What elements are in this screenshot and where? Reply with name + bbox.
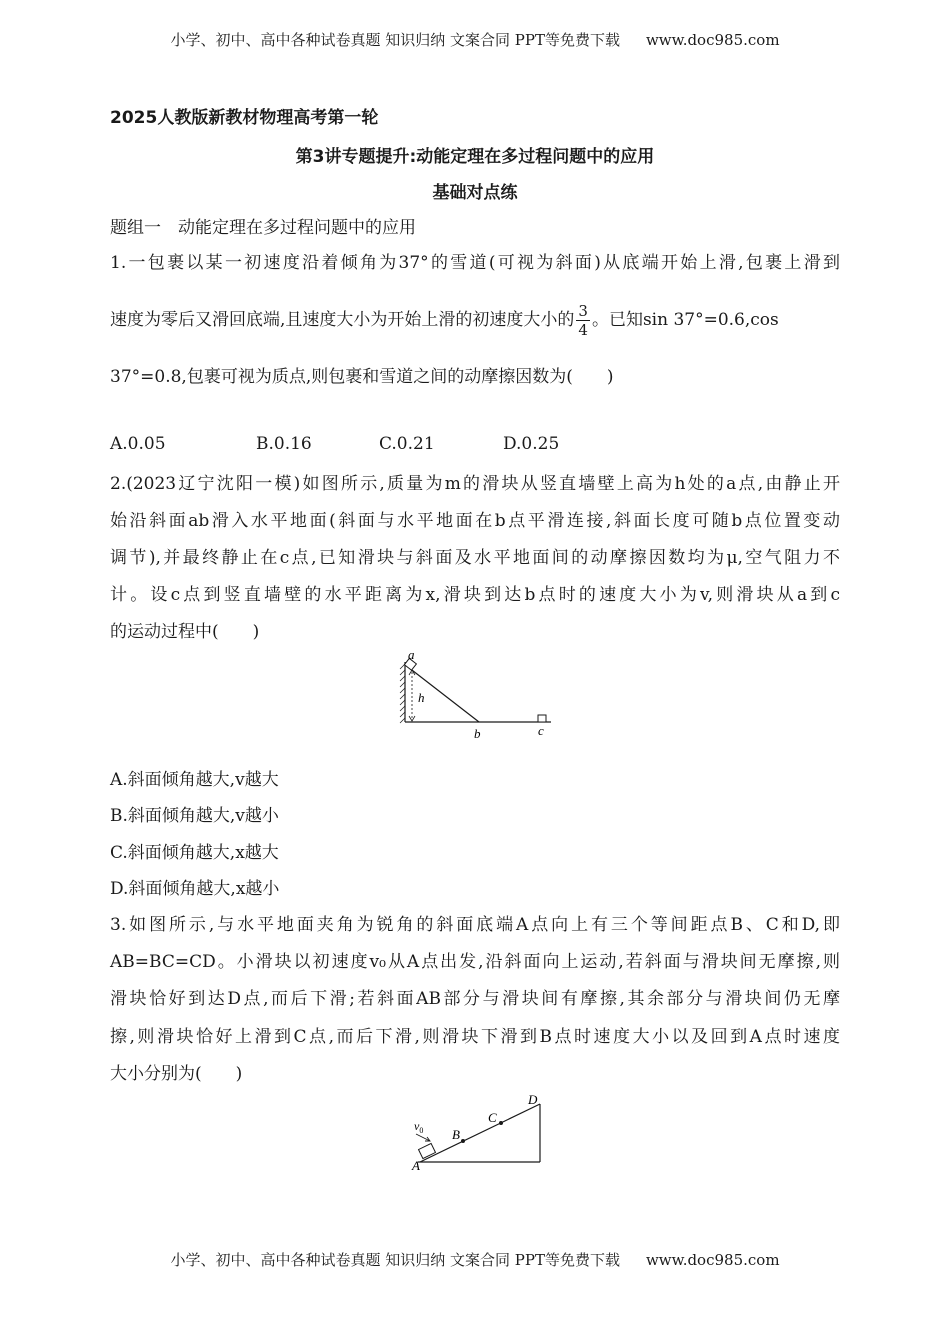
footer-url[interactable]: www.doc985.com: [645, 1251, 780, 1269]
q2-label-c: c: [538, 723, 544, 738]
page-header: [0, 29, 950, 50]
q1-option-d[interactable]: D.0.25: [503, 434, 560, 454]
q1-line-3: 37°=0.8,包裹可视为质点,则包裹和雪道之间的动摩擦因数为( ): [110, 367, 614, 387]
q3-label-a: A: [412, 1158, 420, 1172]
lesson-title: 第3讲专题提升:动能定理在多过程问题中的应用: [295, 147, 655, 167]
group-title: 题组一 动能定理在多过程问题中的应用: [110, 218, 416, 238]
q2-option-d[interactable]: D.斜面倾角越大,x越小: [110, 879, 280, 899]
q3-incline: [420, 1104, 540, 1162]
q2-figure: [396, 650, 556, 742]
q2-label-h: h: [418, 690, 425, 705]
q1-line-1: 1.一包裹以某一初速度沿着倾角为37°的雪道(可视为斜面)从底端开始上滑,包裹上滑到: [110, 253, 840, 273]
q2-option-a[interactable]: A.斜面倾角越大,v越大: [110, 770, 279, 790]
q1-frac-denominator: 4: [578, 321, 588, 339]
q1-option-a[interactable]: A.0.05: [110, 434, 166, 454]
series-title: 2025人教版新教材物理高考第一轮: [110, 108, 379, 128]
footer-text: 小学、初中、高中各种试卷真题 知识归纳 文案合同 PPT等免费下载: [170, 1251, 620, 1269]
q3-line-2: AB=BC=CD。小滑块以初速度v₀从A点出发,沿斜面向上运动,若斜面与滑块间无摩擦,则: [110, 952, 840, 972]
q3-figure: [408, 1090, 548, 1172]
q3-line-1: 3.如图所示,与水平地面夹角为锐角的斜面底端A点向上有三个等间距点B、C和D,即: [110, 915, 840, 935]
q3-label-c: C: [488, 1110, 497, 1125]
q1-frac-numerator: 3: [578, 302, 588, 320]
q2-line-3: 调节),并最终静止在c点,已知滑块与斜面及水平地面间的动摩擦因数均为μ,空气阻力不: [110, 548, 840, 568]
q1-options: [110, 434, 840, 454]
q3-label-v0: $v_0$: [414, 1119, 424, 1135]
q1-line-2: [110, 300, 840, 340]
q2-label-a: a: [408, 650, 415, 662]
q3-line-3: 滑块恰好到达D点,而后下滑;若斜面AB部分与滑块间有摩擦,其余部分与滑块间仍无摩: [110, 989, 840, 1009]
q3-line-5: 大小分别为( ): [110, 1064, 243, 1084]
q1-fraction: [576, 302, 590, 339]
q2-option-b[interactable]: B.斜面倾角越大,v越小: [110, 806, 279, 826]
q1-line-2-pre: 速度为零后又滑回底端,且速度大小为开始上滑的初速度大小的: [110, 310, 575, 330]
q2-line-4: 计。设c点到竖直墙壁的水平距离为x,滑块到达b点时的速度大小为v,则滑块从a到c: [110, 585, 840, 605]
q1-line-2-post: 。已知sin 37°=0.6,cos: [591, 310, 779, 330]
q2-option-c[interactable]: C.斜面倾角越大,x越大: [110, 843, 279, 863]
section-title: 基础对点练: [432, 183, 518, 203]
q3-point-b: [461, 1139, 465, 1143]
q2-line-5: 的运动过程中( ): [110, 622, 260, 642]
q3-line-4: 擦,则滑块恰好上滑到C点,而后下滑,则滑块下滑到B点时速度大小以及回到A点时速度: [110, 1027, 840, 1047]
header-url[interactable]: www.doc985.com: [645, 31, 780, 49]
header-text: 小学、初中、高中各种试卷真题 知识归纳 文案合同 PPT等免费下载: [170, 31, 620, 49]
q1-option-b[interactable]: B.0.16: [256, 434, 312, 454]
q2-line-2: 始沿斜面ab滑入水平地面(斜面与水平地面在b点平滑连接,斜面长度可随b点位置变动: [110, 511, 840, 531]
page-footer: [0, 1249, 950, 1270]
q2-line-1: 2.(2023辽宁沈阳一模)如图所示,质量为m的滑块从竖直墙壁上高为h处的a点,由静止开: [110, 474, 840, 494]
q3-label-d: D: [528, 1092, 538, 1107]
q2-label-b: b: [474, 726, 481, 741]
q2-wall-hatch: [400, 664, 405, 723]
q3-label-b: B: [452, 1127, 460, 1142]
q2-block-c: [538, 715, 546, 722]
q3-point-c: [499, 1121, 503, 1125]
q1-option-c[interactable]: C.0.21: [379, 434, 435, 454]
